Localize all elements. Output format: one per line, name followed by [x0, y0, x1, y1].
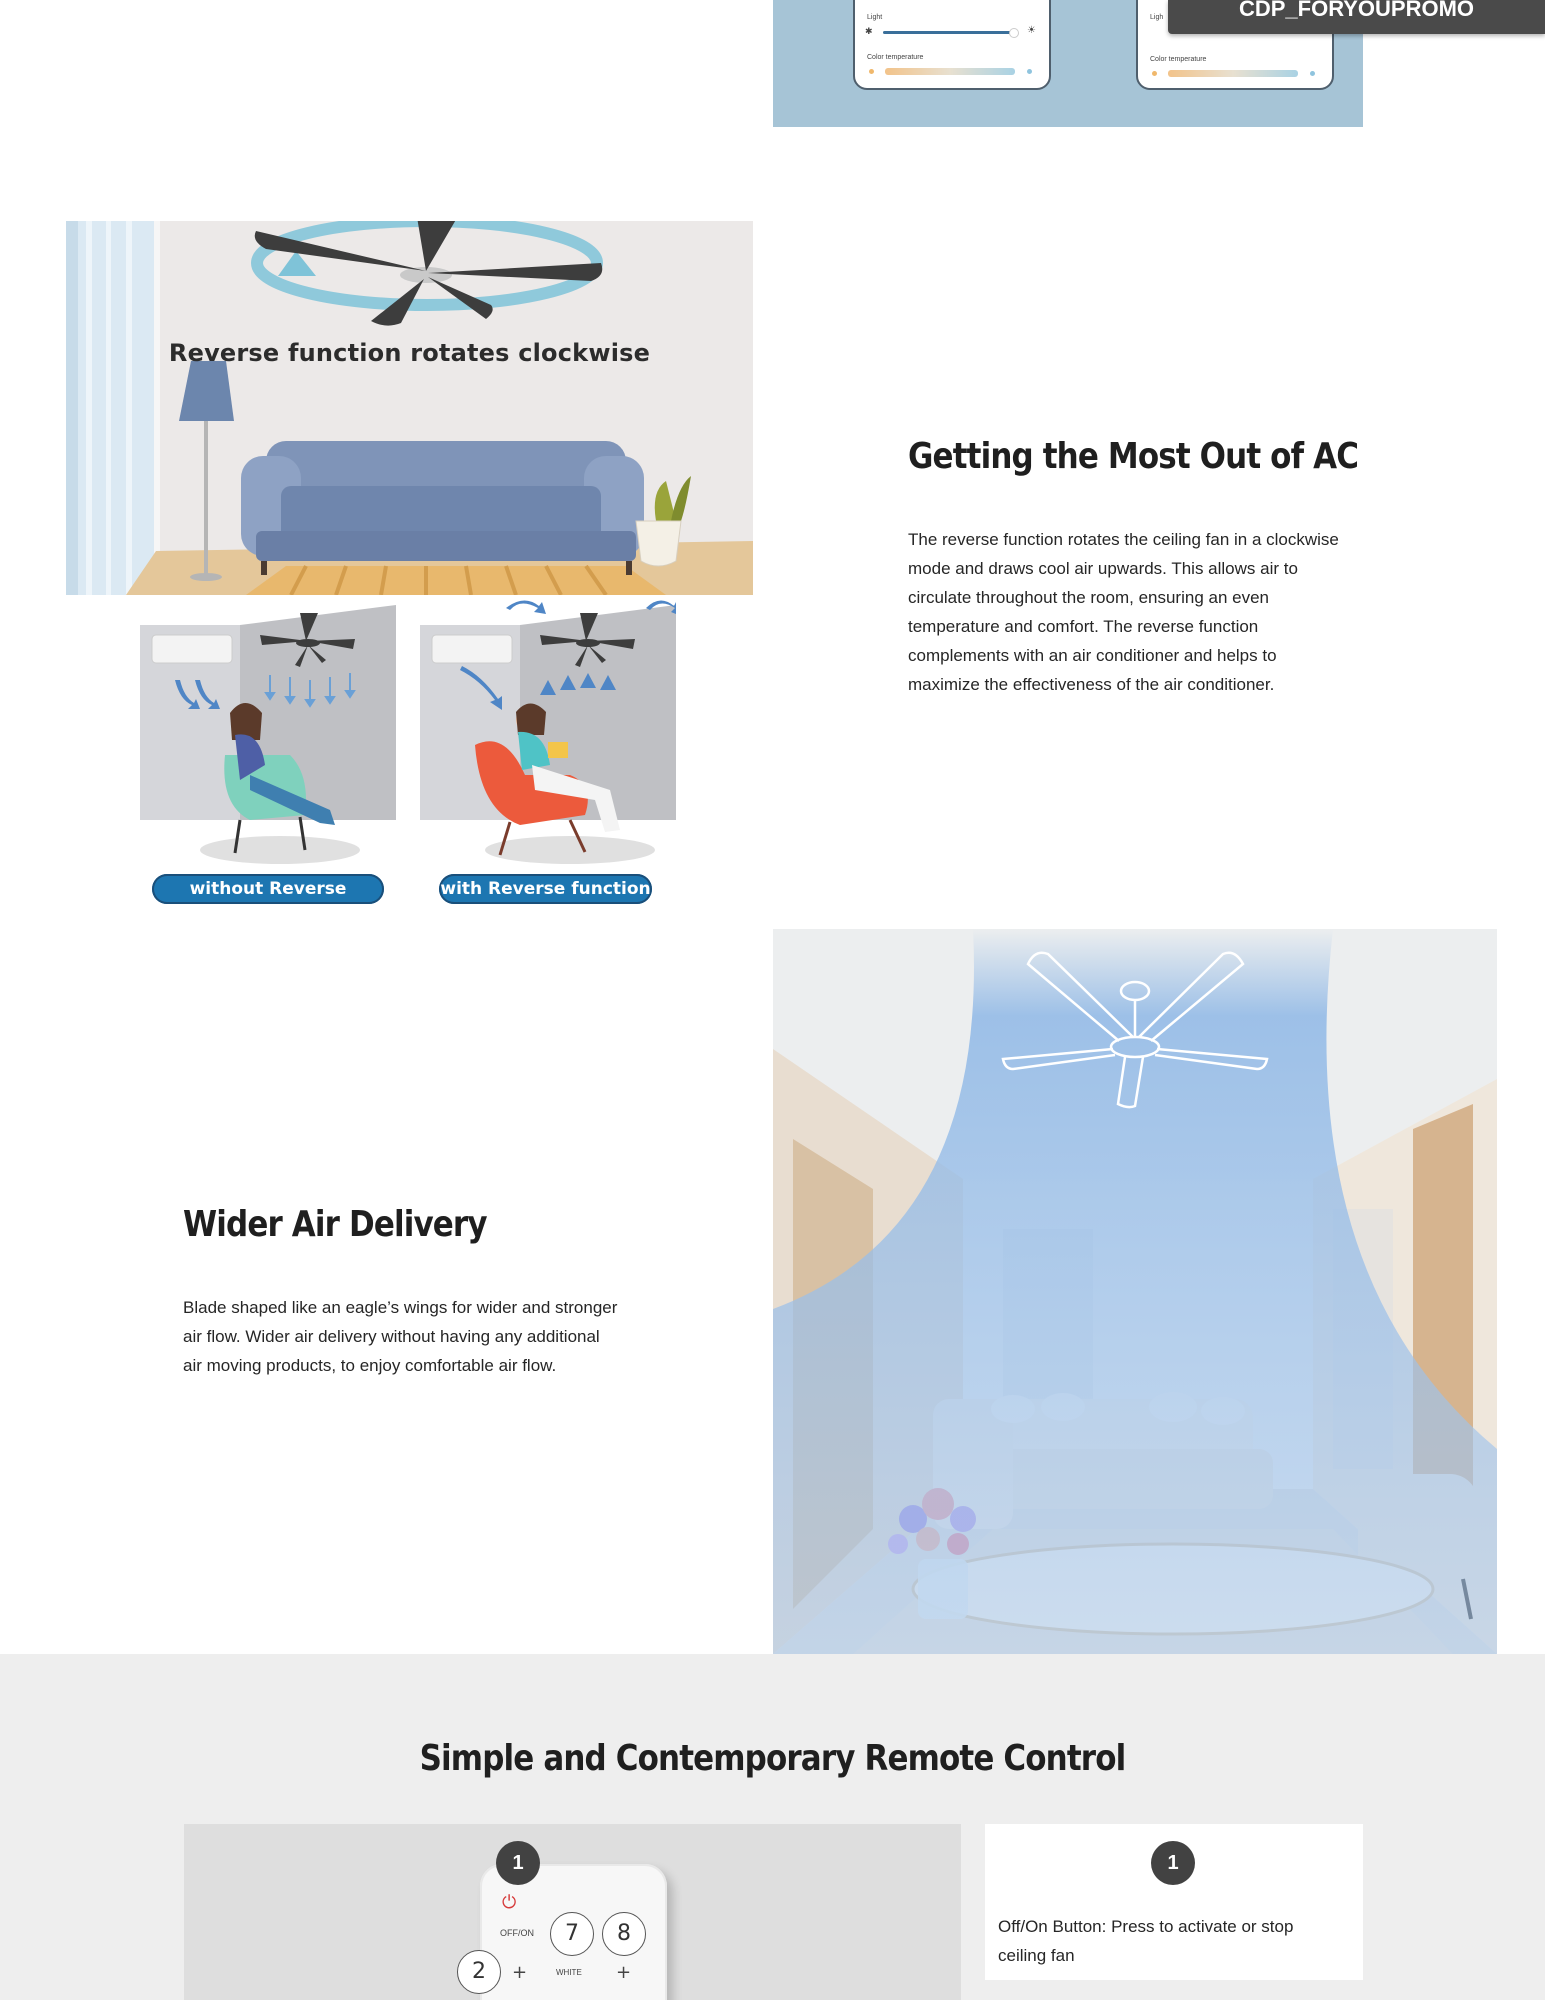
wider-air-description-line: air moving products, to enjoy comfortable air flow.: [183, 1356, 557, 1375]
light-slider-track: [883, 31, 1011, 34]
light-label: Ligh: [1150, 14, 1164, 21]
white-label: WHITE: [556, 1968, 582, 1977]
wider-air-description-line: Blade shaped like an eagle’s wings for wider and stronger: [183, 1298, 618, 1317]
living-room-illustration: [66, 221, 753, 595]
without-reverse-scene: [140, 605, 396, 865]
reverse-description-line: temperature and comfort. The reverse function: [908, 617, 1259, 636]
living-room-photo: [773, 929, 1497, 1654]
color-temp-label: Color temperature: [867, 54, 924, 61]
cool-dot-icon: [1310, 71, 1315, 76]
info-card-badge: 1: [1151, 1841, 1195, 1885]
power-icon: ⏻: [502, 1892, 517, 1912]
brightness-high-icon: ☀: [1027, 25, 1036, 36]
remote-image-pane: [184, 1824, 961, 2000]
off-on-label: OFF/ON: [500, 1928, 534, 1938]
reverse-description-line: circulate throughout the room, ensuring an even: [908, 588, 1270, 607]
with-reverse-panel: [420, 600, 676, 865]
remote-control-image: [480, 1864, 667, 2000]
reverse-description: [908, 525, 1378, 699]
reverse-description-line: mode and draws cool air upwards. This allows air to: [908, 559, 1298, 578]
without-reverse-label: without Reverse function: [152, 874, 384, 904]
plus-icon: +: [616, 1962, 632, 1983]
promo-tab-label: CDP_FORYOUPROMO: [1238, 0, 1475, 21]
without-reverse-panel: [140, 605, 396, 865]
reverse-description-line: complements with an air conditioner and helps to: [908, 646, 1277, 665]
section-title-wider-air: Wider Air Delivery: [183, 1204, 487, 1245]
remote-info-card: [985, 1824, 1363, 1980]
section-title-remote: Simple and Contemporary Remote Control: [419, 1738, 1126, 1779]
callout-badge-1: 1: [496, 1841, 540, 1885]
reverse-illustration-caption: Reverse function rotates clockwise: [168, 339, 651, 367]
color-temp-bar: [1168, 70, 1298, 77]
callout-badge-2: 2: [457, 1950, 501, 1994]
wider-air-living-room-photo: [773, 929, 1497, 1654]
app-light-card: [853, 0, 1051, 90]
promo-tab[interactable]: [1168, 0, 1545, 34]
with-reverse-scene: [420, 600, 676, 865]
info-card-text-line: ceiling fan: [998, 1946, 1075, 1965]
color-temp-label: Color temperature: [1150, 56, 1207, 63]
reverse-description-line: maximize the effectiveness of the air conditioner.: [908, 675, 1275, 694]
light-label: Light: [867, 14, 883, 21]
info-card-text-line: Off/On Button: Press to activate or stop: [998, 1917, 1294, 1936]
info-card-text: [998, 1912, 1338, 1970]
light-slider-handle: [1009, 28, 1019, 38]
wider-air-description-line: air flow. Wider air delivery without having any additional: [183, 1327, 600, 1346]
warm-dot-icon: [869, 69, 874, 74]
plus-icon: +: [512, 1962, 528, 1983]
color-temp-bar: [885, 68, 1015, 75]
reverse-description-line: The reverse function rotates the ceiling fan in a clockwise: [908, 530, 1339, 549]
wider-air-description: [183, 1293, 653, 1380]
reverse-function-illustration: [66, 221, 753, 595]
remote-button-8: 8: [602, 1912, 646, 1956]
with-reverse-label: with Reverse function: [439, 874, 652, 904]
remote-button-7: 7: [550, 1912, 594, 1956]
brightness-low-icon: ✱: [865, 26, 873, 36]
warm-dot-icon: [1152, 71, 1157, 76]
cool-dot-icon: [1027, 69, 1032, 74]
section-title-getting-the-most: Getting the Most Out of AC: [908, 436, 1359, 477]
